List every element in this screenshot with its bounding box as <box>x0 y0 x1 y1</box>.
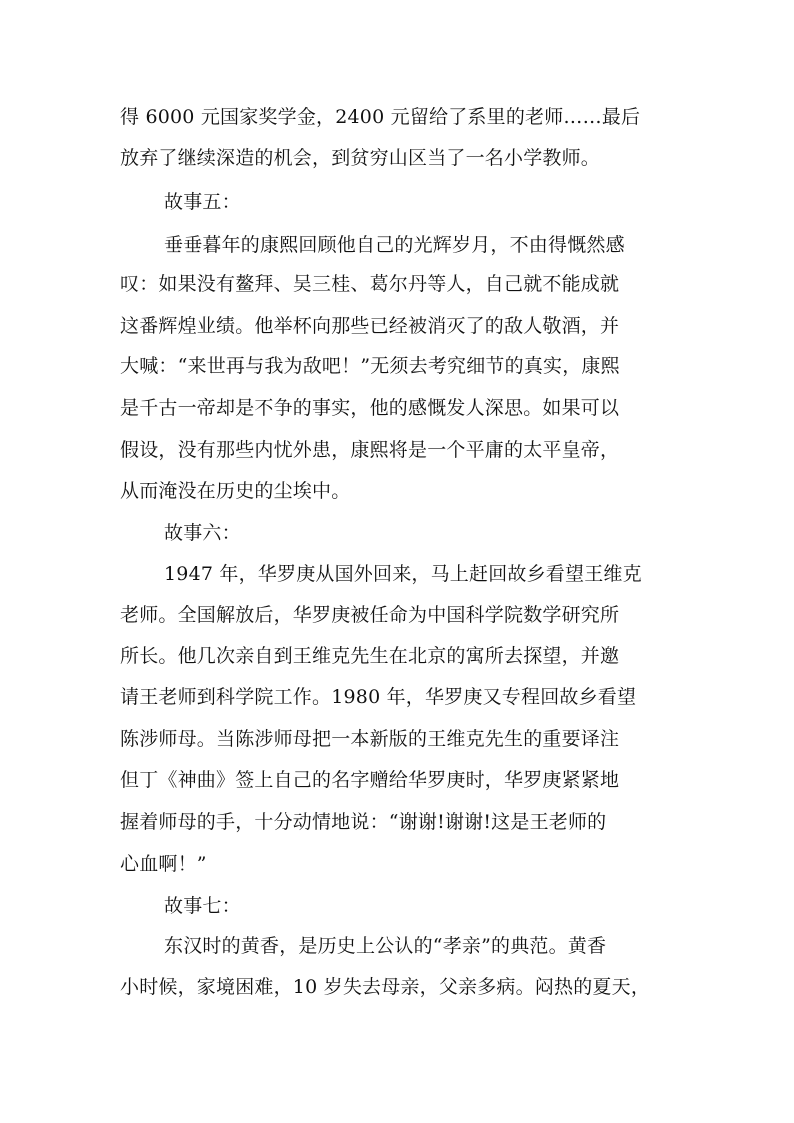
paragraph-line: 是千古一帝却是不争的事实，他的感慨发人深思。如果可以 <box>120 397 620 419</box>
paragraph-line: 放弃了继续深造的机会，到贫穷山区当了一名小学教师。 <box>120 147 601 169</box>
section-heading: 故事五： <box>164 191 241 213</box>
paragraph-line: 假设，没有那些内忧外患，康熙将是一个平庸的太平皇帝， <box>120 439 620 461</box>
paragraph-line: 东汉时的黄香，是历史上公认的“孝亲”的典范。黄香 <box>164 935 607 957</box>
paragraph-line: 从而淹没在历史的尘埃中。 <box>120 480 351 502</box>
paragraph-line: 大喊：“来世再与我为敌吧！”无须去考究细节的真实，康熙 <box>120 355 620 377</box>
paragraph-line: 垂垂暮年的康熙回顾他自己的光辉岁月，不由得慨然感 <box>164 234 625 256</box>
paragraph-line: 心血啊！” <box>120 853 207 875</box>
paragraph-line: 握着师母的手，十分动情地说：“谢谢!谢谢!这是王老师的 <box>120 811 607 833</box>
paragraph-line: 叹：如果没有鳌拜、吴三桂、葛尔丹等人，自己就不能成就 <box>120 273 620 295</box>
section-heading: 故事六： <box>164 522 241 544</box>
paragraph-line: 请王老师到科学院工作。1980 年，华罗庚又专程回故乡看望 <box>120 686 637 708</box>
paragraph-line: 这番辉煌业绩。他举杯向那些已经被消灭了的敌人敬酒，并 <box>120 315 620 337</box>
paragraph-line: 1947 年，华罗庚从国外回来，马上赶回故乡看望王维克 <box>164 563 642 585</box>
paragraph-line: 陈涉师母。当陈涉师母把一本新版的王维克先生的重要译注 <box>120 728 620 750</box>
paragraph-line: 老师。全国解放后，华罗庚被任命为中国科学院数学研究所 <box>120 604 620 626</box>
paragraph-line: 所长。他几次亲自到王维克先生在北京的寓所去探望，并邀 <box>120 645 620 667</box>
paragraph-line: 但丁《神曲》签上自己的名字赠给华罗庚时，华罗庚紧紧地 <box>120 769 620 791</box>
section-heading: 故事七： <box>164 895 241 917</box>
paragraph-line: 小时候，家境困难，10 岁失去母亲，父亲多病。闷热的夏天， <box>120 976 651 998</box>
paragraph-line: 得 6000 元国家奖学金，2400 元留给了系里的老师……最后 <box>120 106 641 128</box>
